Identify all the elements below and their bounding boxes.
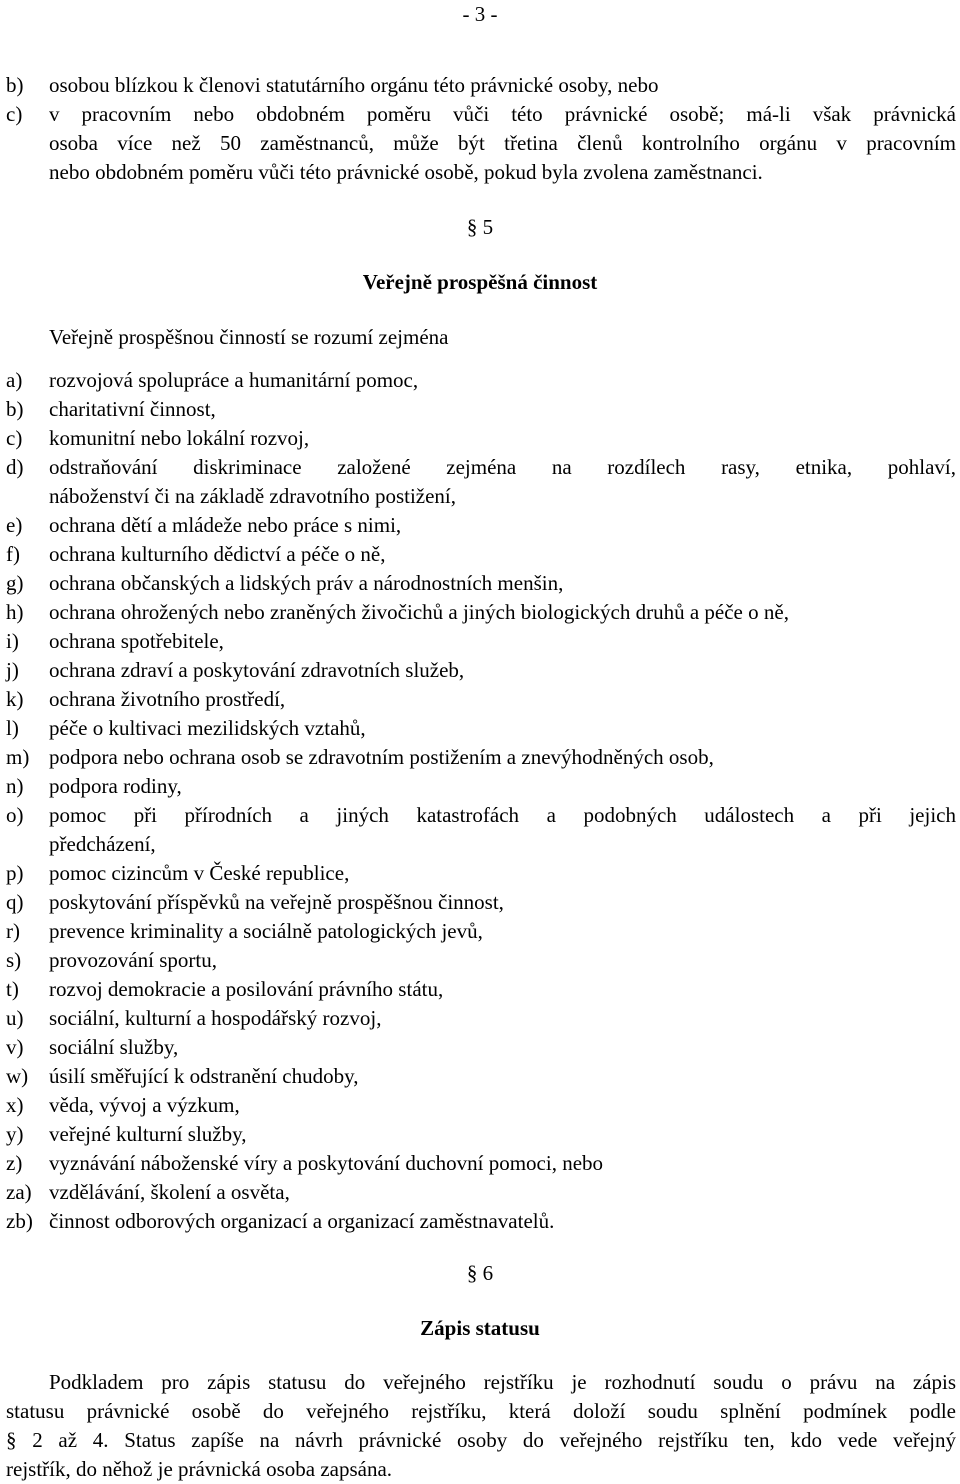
list-marker: t) — [6, 977, 19, 1001]
list-marker: a) — [6, 368, 23, 392]
list-marker: p) — [6, 861, 24, 885]
list-marker: l) — [6, 716, 19, 740]
list-marker: u) — [6, 1006, 24, 1030]
list-marker: b) — [6, 73, 24, 97]
list-item — [6, 1062, 956, 1091]
list-item — [6, 946, 956, 975]
list-marker: f) — [6, 542, 20, 566]
list-item — [6, 1004, 956, 1033]
list-item-text: osobou blízkou k členovi statutárního orgánu této právnické osoby, nebo — [49, 73, 659, 97]
list-item — [6, 1207, 956, 1236]
list-item — [6, 598, 956, 627]
list-marker: e) — [6, 513, 23, 537]
list-item — [6, 569, 956, 598]
list-item — [6, 685, 956, 714]
list-item — [6, 801, 956, 830]
list-item-text: ochrana občanských a lidských práv a národnostních menšin, — [49, 571, 564, 595]
list-marker: y) — [6, 1122, 24, 1146]
list-item-continuation: předcházení, — [49, 832, 156, 856]
section-number: § 6 — [466, 1261, 494, 1285]
list-item-text: ochrana kulturního dědictví a péče o ně, — [49, 542, 386, 566]
list-item-continuation — [6, 129, 956, 158]
list-marker: s) — [6, 948, 22, 972]
paragraph-line: rejstřík, do něhož je právnická osoba zapsána. — [6, 1457, 393, 1481]
list-marker: c) — [6, 426, 23, 450]
list-marker: c) — [6, 102, 23, 126]
list-item-text: osoba více než 50 zaměstnanců, může být třetina členů kontrolního orgánu v pracovním — [49, 131, 956, 155]
list-item-text: vyznávání náboženské víry a poskytování duchovní pomoci, nebo — [49, 1151, 604, 1175]
list-marker: q) — [6, 890, 24, 914]
page-number: - 3 - — [462, 2, 498, 26]
list-item — [6, 714, 956, 743]
list-item — [6, 366, 956, 395]
list-item — [6, 453, 956, 482]
list-item-text: sociální, kulturní a hospodářský rozvoj, — [49, 1006, 382, 1030]
paragraph-line: Podkladem pro zápis statusu do veřejného rejstříku je rozhodnutí soudu o právu na zápis — [49, 1370, 956, 1394]
list-item — [6, 1033, 956, 1062]
list-item-text: podpora nebo ochrana osob se zdravotním postižením a znevýhodněných osob, — [49, 745, 714, 769]
list-item-continuation: náboženství či na základě zdravotního postižení, — [49, 484, 457, 508]
list-item — [6, 424, 956, 453]
list-item-text: vzdělávání, školení a osvěta, — [49, 1180, 290, 1204]
list-item-text: ochrana životního prostředí, — [49, 687, 286, 711]
list-item — [6, 395, 956, 424]
list-marker: b) — [6, 397, 24, 421]
list-item — [6, 743, 956, 772]
list-marker: i) — [6, 629, 19, 653]
list-item — [6, 859, 956, 888]
list-item-text: rozvojová spolupráce a humanitární pomoc, — [49, 368, 419, 392]
list-marker: w) — [6, 1064, 29, 1088]
list-marker: m) — [6, 745, 30, 769]
list-item-text: v pracovním nebo obdobném poměru vůči této právnické osobě; má-li však právnická — [49, 102, 956, 126]
list-marker: z) — [6, 1151, 23, 1175]
list-item-text: komunitní nebo lokální rozvoj, — [49, 426, 310, 450]
list-item — [6, 975, 956, 1004]
section-number: § 5 — [466, 215, 494, 239]
list-marker: r) — [6, 919, 20, 943]
list-marker: v) — [6, 1035, 24, 1059]
section-intro: Veřejně prospěšnou činností se rozumí zejména — [49, 325, 449, 349]
list-item-text: úsilí směřující k odstranění chudoby, — [49, 1064, 359, 1088]
list-item — [6, 100, 956, 129]
list-item-text: charitativní činnost, — [49, 397, 216, 421]
list-item-text: veřejné kulturní služby, — [49, 1122, 247, 1146]
list-item — [6, 71, 956, 100]
list-item-text: ochrana ohrožených nebo zraněných živočichů a jiných biologických druhů a péče o ně, — [49, 600, 789, 624]
list-item — [6, 1178, 956, 1207]
list-item-text: činnost odborových organizací a organizací zaměstnavatelů. — [49, 1209, 555, 1233]
list-item-text: péče o kultivaci mezilidských vztahů, — [49, 716, 366, 740]
list-item — [6, 917, 956, 946]
list-marker: h) — [6, 600, 24, 624]
list-item — [6, 656, 956, 685]
list-item-text: prevence kriminality a sociálně patologických jevů, — [49, 919, 483, 943]
list-marker: x) — [6, 1093, 24, 1117]
list-item — [6, 511, 956, 540]
list-item-text: rozvoj demokracie a posilování právního státu, — [49, 977, 444, 1001]
list-marker: zb) — [6, 1209, 33, 1233]
list-item — [6, 1091, 956, 1120]
list-item — [6, 772, 956, 801]
paragraph-line: § 2 až 4. Status zapíše na návrh právnické osoby do veřejného rejstříku ten, kdo vede veřejný — [6, 1428, 956, 1452]
section-heading: Veřejně prospěšná činnost — [362, 270, 598, 294]
list-item — [6, 1149, 956, 1178]
list-item-text: ochrana zdraví a poskytování zdravotních služeb, — [49, 658, 465, 682]
list-marker: za) — [6, 1180, 32, 1204]
list-item-text: ochrana dětí a mládeže nebo práce s nimi, — [49, 513, 402, 537]
list-item — [6, 540, 956, 569]
list-item — [6, 627, 956, 656]
list-marker: n) — [6, 774, 24, 798]
list-item — [6, 888, 956, 917]
list-item-text: pomoc cizincům v České republice, — [49, 861, 350, 885]
list-marker: o) — [6, 803, 24, 827]
list-marker: k) — [6, 687, 24, 711]
section-heading: Zápis statusu — [420, 1316, 540, 1340]
list-item-text: pomoc při přírodních a jiných katastrofách a podobných událostech a při jejich — [49, 803, 956, 827]
list-item-text: věda, vývoj a výzkum, — [49, 1093, 240, 1117]
list-marker: d) — [6, 455, 24, 479]
list-item-text: sociální služby, — [49, 1035, 179, 1059]
list-item-text: ochrana spotřebitele, — [49, 629, 224, 653]
list-item — [6, 1120, 956, 1149]
list-marker: j) — [6, 658, 19, 682]
list-item-text: odstraňování diskriminace založené zejména na rozdílech rasy, etnika, pohlaví, — [49, 455, 956, 479]
paragraph-line: statusu právnické osobě do veřejného rejstříku, která doloží soudu splnění podmínek podle — [6, 1399, 956, 1423]
list-item-continuation: nebo obdobném poměru vůči této právnické osobě, pokud byla zvolena zaměstnanci. — [49, 160, 763, 184]
list-item-text: podpora rodiny, — [49, 774, 182, 798]
list-marker: g) — [6, 571, 24, 595]
list-item-text: provozování sportu, — [49, 948, 217, 972]
list-item-text: poskytování příspěvků na veřejně prospěšnou činnost, — [49, 890, 504, 914]
